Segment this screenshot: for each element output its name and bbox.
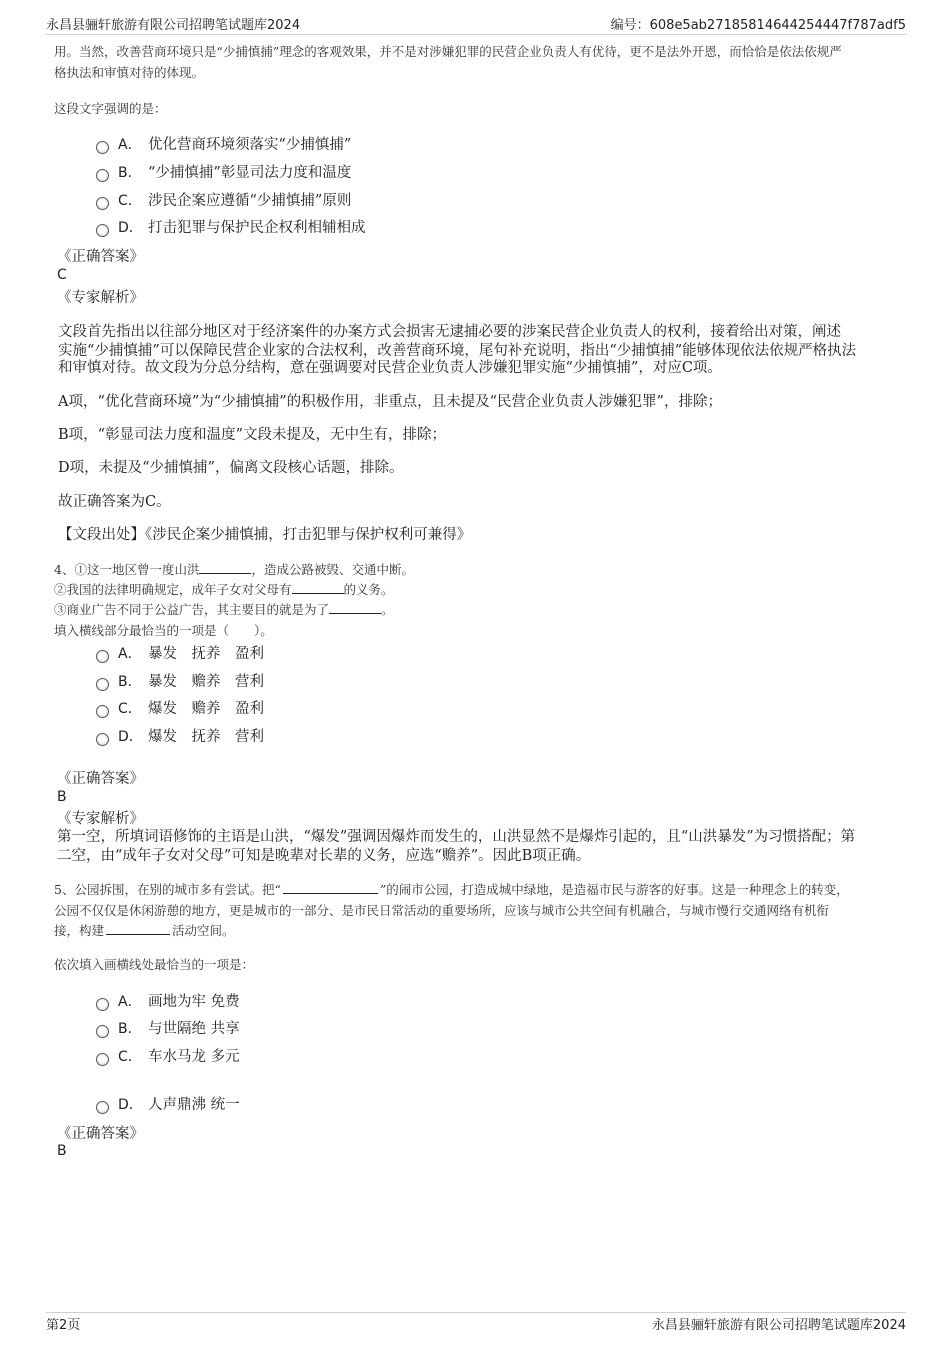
- q3-passage-line1: 用。当然，改善营商环境只是“少捕慎捕”理念的客观效果，并不是对涉嫌犯罪的民营企业负责人有优待，更不是法外开恩，而恰恰是依法依规严: [54, 44, 842, 59]
- radio-icon[interactable]: [96, 169, 109, 182]
- q3-option-b[interactable]: B． “少捕慎捕”彰显司法力度和温度: [96, 163, 351, 183]
- q3-stem: 这段文字强调的是：: [54, 101, 167, 116]
- q4-option-a[interactable]: A． 暴发 抚养 盈利: [96, 644, 264, 664]
- header-title: 永昌县骊轩旅游有限公司招聘笔试题库2024: [46, 18, 301, 33]
- q4-option-c[interactable]: C． 爆发 赡养 盈利: [96, 699, 264, 719]
- q4-blank-3: [329, 613, 381, 614]
- radio-icon[interactable]: [96, 678, 109, 691]
- q4-line2: ②我国的法律明确规定，成年子女对父母有 的义务。: [54, 582, 394, 597]
- radio-icon[interactable]: [96, 650, 109, 663]
- q5-blank-2: [106, 934, 170, 935]
- radio-icon[interactable]: [96, 1053, 109, 1066]
- radio-icon[interactable]: [96, 1025, 109, 1038]
- q5-option-a[interactable]: A． 画地为牢 免费: [96, 992, 240, 1012]
- q3-answer-label: 《正确答案》: [57, 249, 144, 265]
- q3-answer: C: [57, 267, 67, 283]
- q4-analysis-label: 《专家解析》: [57, 811, 144, 827]
- q3-option-d[interactable]: D． 打击犯罪与保护民企权利相辅相成: [96, 218, 366, 238]
- radio-icon[interactable]: [96, 224, 109, 237]
- q3-analysis-label: 《专家解析》: [57, 290, 144, 306]
- radio-icon[interactable]: [96, 998, 109, 1011]
- q3-option-a[interactable]: A． 优化营商环境须落实“少捕慎捕”: [96, 135, 351, 155]
- q3-analysis-line3: 和审慎对待。故文段为分总分结构，意在强调要对民营企业负责人涉嫌犯罪实施“少捕慎捕”，对应C项。: [58, 360, 722, 376]
- q5-line1: 5、公园拆围，在别的城市多有尝试。把“ ”的闹市公园，打造成城中绿地，是造福市民与游客的好事。这是一种理念上的转变，: [54, 882, 849, 897]
- q3-source: 【文段出处】《涉民企案少捕慎捕，打击犯罪与保护权利可兼得》: [58, 527, 472, 543]
- page-header: [46, 14, 906, 35]
- radio-icon[interactable]: [96, 733, 109, 746]
- q3-analysis-d: D项，未提及“少捕慎捕”，偏离文段核心话题，排除。: [58, 460, 404, 476]
- q4-answer: B: [57, 789, 67, 805]
- radio-icon[interactable]: [96, 1101, 109, 1114]
- q4-analysis-line1: 第一空，所填词语修饰的主语是山洪，“爆发”强调因爆炸而发生的，山洪显然不是爆炸引起的，且“山洪暴发”为习惯搭配；第: [57, 829, 856, 845]
- header-code: 编号：608e5ab27185814644254447f787adf5: [610, 18, 906, 33]
- q5-stem: 依次填入画横线处最恰当的一项是：: [54, 957, 255, 972]
- q4-line1: 4、①这一地区曾一度山洪 ，造成公路被毁、交通中断。: [54, 562, 414, 577]
- q5-answer-label: 《正确答案》: [57, 1126, 144, 1142]
- footer-page-number: 第2页: [46, 1318, 81, 1333]
- radio-icon[interactable]: [96, 141, 109, 154]
- q4-option-b[interactable]: B． 暴发 赡养 营利: [96, 672, 264, 692]
- q5-option-b[interactable]: B． 与世隔绝 共享: [96, 1019, 240, 1039]
- q4-analysis-line2: 二空，由“成年子女对父母”可知是晚辈对长辈的义务，应选“赡养”。因此B项正确。: [57, 848, 591, 864]
- q3-analysis-b: B项，“彰显司法力度和温度”文段未提及，无中生有，排除；: [58, 427, 446, 443]
- q4-option-d[interactable]: D． 爆发 抚养 营利: [96, 727, 264, 747]
- q3-analysis-a: A项，“优化营商环境”为“少捕慎捕”的积极作用，非重点，且未提及“民营企业负责人涉嫌犯罪”，排除；: [58, 394, 722, 410]
- radio-icon[interactable]: [96, 197, 109, 210]
- q4-blank-2: [292, 593, 344, 594]
- q3-option-c[interactable]: C． 涉民企案应遵循“少捕慎捕”原则: [96, 191, 351, 211]
- q4-line3: ③商业广告不同于公益广告，其主要目的就是为了 。: [54, 602, 394, 617]
- q5-line2: 公园不仅仅是休闲游憩的地方，更是城市的一部分、是市民日常活动的重要场所，应该与城市公共空间有机融合，与城市慢行交通网络有机衔: [54, 903, 830, 918]
- footer-title: 永昌县骊轩旅游有限公司招聘笔试题库2024: [651, 1318, 906, 1333]
- q3-conclusion: 故正确答案为C。: [58, 494, 171, 510]
- q5-option-c[interactable]: C． 车水马龙 多元: [96, 1047, 240, 1067]
- q3-analysis-line2: 实施“少捕慎捕”可以保障民营企业家的合法权利，改善营商环境，尾句补充说明，指出“少捕慎捕”能够体现依法依规严格执法: [58, 343, 857, 359]
- q3-analysis-line1: 文段首先指出以往部分地区对于经济案件的办案方式会损害无逮捕必要的涉案民营企业负责人的权利，接着给出对策，阐述: [58, 324, 841, 340]
- radio-icon[interactable]: [96, 705, 109, 718]
- q4-blank-1: [199, 573, 251, 574]
- q5-line3: 接，构建 活动空间。: [54, 923, 235, 938]
- q5-answer: B: [57, 1143, 67, 1159]
- q5-option-d[interactable]: D． 人声鼎沸 统一: [96, 1095, 240, 1115]
- q5-blank-1: [283, 893, 378, 894]
- q3-passage-line2: 格执法和审慎对待的体现。: [54, 65, 205, 80]
- page-footer: [46, 1312, 906, 1334]
- q4-stem: 填入横线部分最恰当的一项是（ ）。: [54, 623, 273, 638]
- q4-answer-label: 《正确答案》: [57, 771, 144, 787]
